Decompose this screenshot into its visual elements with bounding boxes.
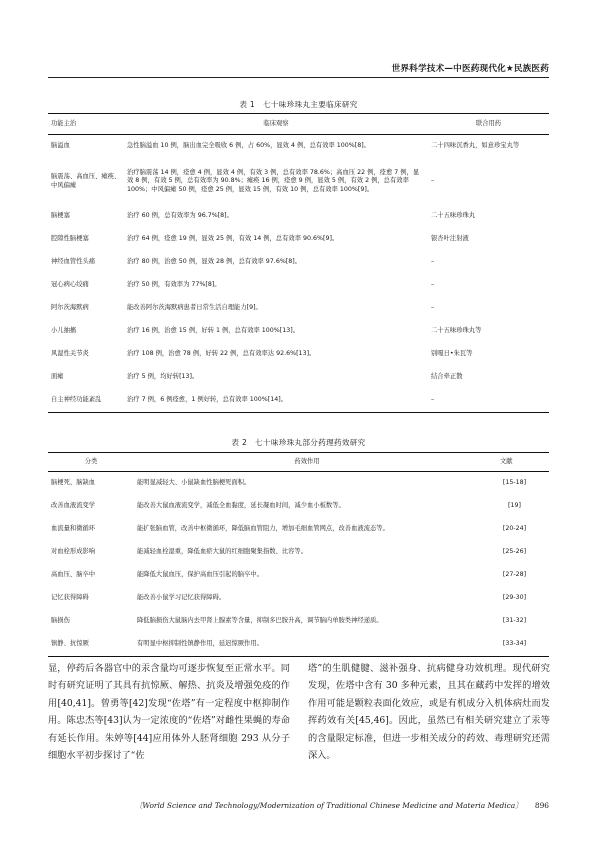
table-cell: 能明显减轻大、小鼠缺血性脑梗死面积。 bbox=[137, 479, 251, 487]
table-row bbox=[48, 135, 549, 159]
table-cell: [33-34] bbox=[480, 633, 549, 657]
column-header: 文献 bbox=[480, 453, 549, 472]
table-cell: 自主神经功能紊乱 bbox=[48, 389, 124, 413]
table-cell: – bbox=[428, 389, 549, 413]
table-cell: 治疗 108 例，治愈 78 例，好转 22 例，总有效率达 92.6%[13]。 bbox=[127, 350, 316, 358]
table1-caption: 表 1 七十味珍珠丸主要临床研究 bbox=[239, 100, 358, 109]
table-cell: 能改善小鼠学习记忆获得障碍。 bbox=[137, 594, 226, 602]
table-cell: 脑损伤 bbox=[51, 617, 70, 625]
column-header: 分类 bbox=[48, 453, 134, 472]
table-row bbox=[48, 633, 549, 657]
table-cell: [15-18] bbox=[502, 479, 527, 487]
table-cell: 脑震荡、高血压、瘫痪、中风偏瘫 bbox=[51, 172, 121, 189]
table-cell: 治疗 64 例，痊愈 19 例，显效 25 例，有效 14 例，总有效率 90.6%[9]。 bbox=[127, 235, 339, 243]
table-cell: – bbox=[431, 177, 435, 185]
table-row bbox=[48, 205, 549, 228]
table-cell: 治疗 7 例，6 例痊愈，1 例好转，总有效率 100%[14]。 bbox=[124, 389, 428, 413]
table-cell: – bbox=[431, 258, 435, 266]
header-rule bbox=[48, 77, 549, 78]
table-cell: 银杏叶注射液 bbox=[431, 235, 469, 243]
table-header-row bbox=[48, 453, 549, 472]
table-cell: 降低脑损伤大鼠脑内去甲肾上腺素等含量，抑制多巴胺升高，调节脑内单胺类神经递质。 bbox=[137, 617, 383, 625]
table-row bbox=[48, 297, 549, 320]
table-row bbox=[48, 472, 549, 496]
table-cell: [20-24] bbox=[502, 525, 527, 533]
table-header-row bbox=[48, 114, 549, 135]
table-row bbox=[48, 274, 549, 297]
table-cell: [31-32] bbox=[502, 617, 527, 625]
table1-clinical-studies bbox=[48, 113, 549, 413]
footer-journal-name: 〔World Science and Technology/Modernization of Traditional Chinese Medicine and Materia Medica〕 bbox=[134, 801, 523, 810]
table-row bbox=[48, 389, 549, 413]
page-number: 896 bbox=[534, 801, 549, 810]
table-cell: 记忆获得障碍 bbox=[51, 594, 89, 602]
column-header: 功能主治 bbox=[48, 114, 124, 135]
column-header: 临床观察 bbox=[124, 114, 428, 135]
table-cell: 治疗 16 例，治愈 15 例，好转 1 例，总有效率 100%[13]。 bbox=[127, 327, 300, 335]
table2-pharmacology-studies bbox=[48, 452, 549, 657]
table-cell: 脑溢血 bbox=[51, 142, 70, 150]
table-cell: [29-30] bbox=[502, 594, 527, 602]
table-row bbox=[48, 495, 549, 518]
table-cell: 镇静、抗惊厥 bbox=[48, 633, 134, 657]
table-row bbox=[48, 228, 549, 251]
table-cell: 能降低大鼠血压，保护高血压引起的脑卒中。 bbox=[137, 571, 263, 579]
table-row bbox=[48, 610, 549, 633]
table-cell: 风湿性关节炎 bbox=[51, 350, 89, 358]
table-cell: 脑梗死、脑缺血 bbox=[51, 479, 96, 487]
table-cell: 治疗脑震荡 14 例，痊愈 4 例，显效 4 例，有效 3 例，总有效率 78.6%；高血压 22 例，痊愈 7 例，显效 8 例，有效 5 例，总有效率为 90.8%；瘫痪 16 例，痊愈 9 例，显效 5 例，有效 2 例，总有效率 100%；中风偏瘫 50 例，痊愈 25 例，显效 15 例，有效 10 例，总有效率 100%[9]。 bbox=[127, 168, 420, 193]
table-cell: [19] bbox=[508, 502, 521, 510]
table-row bbox=[48, 366, 549, 389]
table-cell: 急性脑溢血 10 例，脑出血完全吸收 6 例，占 60%，显效 4 例，总有效率 100%[8]。 bbox=[127, 142, 370, 150]
table-cell: 高血压、脑卒中 bbox=[51, 571, 96, 579]
table-cell: 能改善大鼠血液流变学，减低全血黏度，延长凝血时间，减少血小板数等。 bbox=[137, 502, 345, 510]
page-footer bbox=[48, 800, 549, 811]
table-cell: 面瘫 bbox=[51, 373, 64, 381]
table-cell: 改善血液流变学 bbox=[51, 502, 96, 510]
table-cell: 对血栓形成影响 bbox=[51, 548, 96, 556]
running-header: 世界科学技术—中医药现代化★民族医药 bbox=[391, 64, 549, 74]
table-cell: 二十四味沉香丸，如意珍宝丸等 bbox=[431, 142, 520, 150]
table-row bbox=[48, 564, 549, 587]
table-row bbox=[48, 587, 549, 610]
table-cell: – bbox=[431, 281, 435, 289]
table2-caption: 表 2 七十味珍珠丸部分药理药效研究 bbox=[231, 438, 366, 447]
table-row bbox=[48, 541, 549, 564]
table-cell: 脑梗塞 bbox=[51, 212, 70, 220]
table-cell: 能扩张脑血管，改善中枢微循环，降低脑血管阻力，增加毛细血管网点，改善血液流态等。 bbox=[137, 525, 389, 533]
table-cell: 能减轻血栓湿重，降低血瘀大鼠的红细胞聚集指数、比容等。 bbox=[137, 548, 308, 556]
body-text-left-column: 显，停药后各器官中的汞含量均可逐步恢复至正常水平。同时有研究证明了其具有抗惊厥、解热、抗炎及增强免疫的作用[40,41]。曾勇等[42]发现“佐塔”有一定程度中枢抑制作用。陈忠杰等[43]认为一定浓度的“佐塔”对雌性果蝇的寿命有延长作用。朱婷等[44]应用体外人胚肾细胞 293 从分子细胞水平初步探讨了“佐 bbox=[48, 663, 290, 762]
table-cell: [27-28] bbox=[502, 571, 527, 579]
body-text-right-column: 塔”的生肌健腱、滋补强身、抗病健身功效机理。现代研究发现，佐塔中含有 30 多种元素，且其在藏药中发挥的增效作用可能是颗粒表面化效应，或是有机成分入机体病灶而发挥药效有关[45,46]。因此，虽然已有相关研究建立了汞等的含量限定标准，但进一步相关成分的药效、毒理研究还需深入。 bbox=[308, 663, 550, 762]
table-row bbox=[48, 343, 549, 366]
table-cell: 治疗 50 例，有效率为 77%[8]。 bbox=[127, 281, 221, 289]
table-cell: 能改善阿尔茨海默病患者日常生活自理能力[9]。 bbox=[127, 304, 262, 312]
table-row bbox=[48, 251, 549, 274]
table-row bbox=[48, 158, 549, 205]
table-cell: 结合牵正散 bbox=[431, 373, 463, 381]
table-cell: 二十五味珍珠丸等 bbox=[431, 327, 482, 335]
table-cell: 治疗 5 例，均好转[13]。 bbox=[127, 373, 199, 381]
table-cell: 冠心病心绞痛 bbox=[51, 281, 89, 289]
column-header: 联合用药 bbox=[428, 114, 549, 135]
table-cell: 血流量和微循环 bbox=[51, 525, 96, 533]
table-cell: 腔隙性脑梗塞 bbox=[51, 235, 89, 243]
table-cell: 别嘎日•朱瓦等 bbox=[431, 350, 473, 358]
table-cell: 阿尔茨海默病 bbox=[51, 304, 89, 312]
table-row bbox=[48, 320, 549, 343]
table-cell: 有明显中枢抑制性镇静作用，延迟惊厥作用。 bbox=[134, 633, 480, 657]
column-header: 药效作用 bbox=[134, 453, 480, 472]
table-cell: 治疗 80 例，治愈 50 例，显效 28 例，总有效率 97.6%[8]。 bbox=[127, 258, 302, 266]
table-cell: [25-26] bbox=[502, 548, 527, 556]
table-cell: 二十五味珍珠丸 bbox=[431, 212, 476, 220]
table-cell: 小儿抽搐 bbox=[51, 327, 77, 335]
table-cell: 治疗 60 例，总有效率为 96.7%[8]。 bbox=[127, 212, 233, 220]
table-row bbox=[48, 518, 549, 541]
table-cell: 神经血管性头痛 bbox=[51, 258, 96, 266]
table-cell: – bbox=[431, 304, 435, 312]
